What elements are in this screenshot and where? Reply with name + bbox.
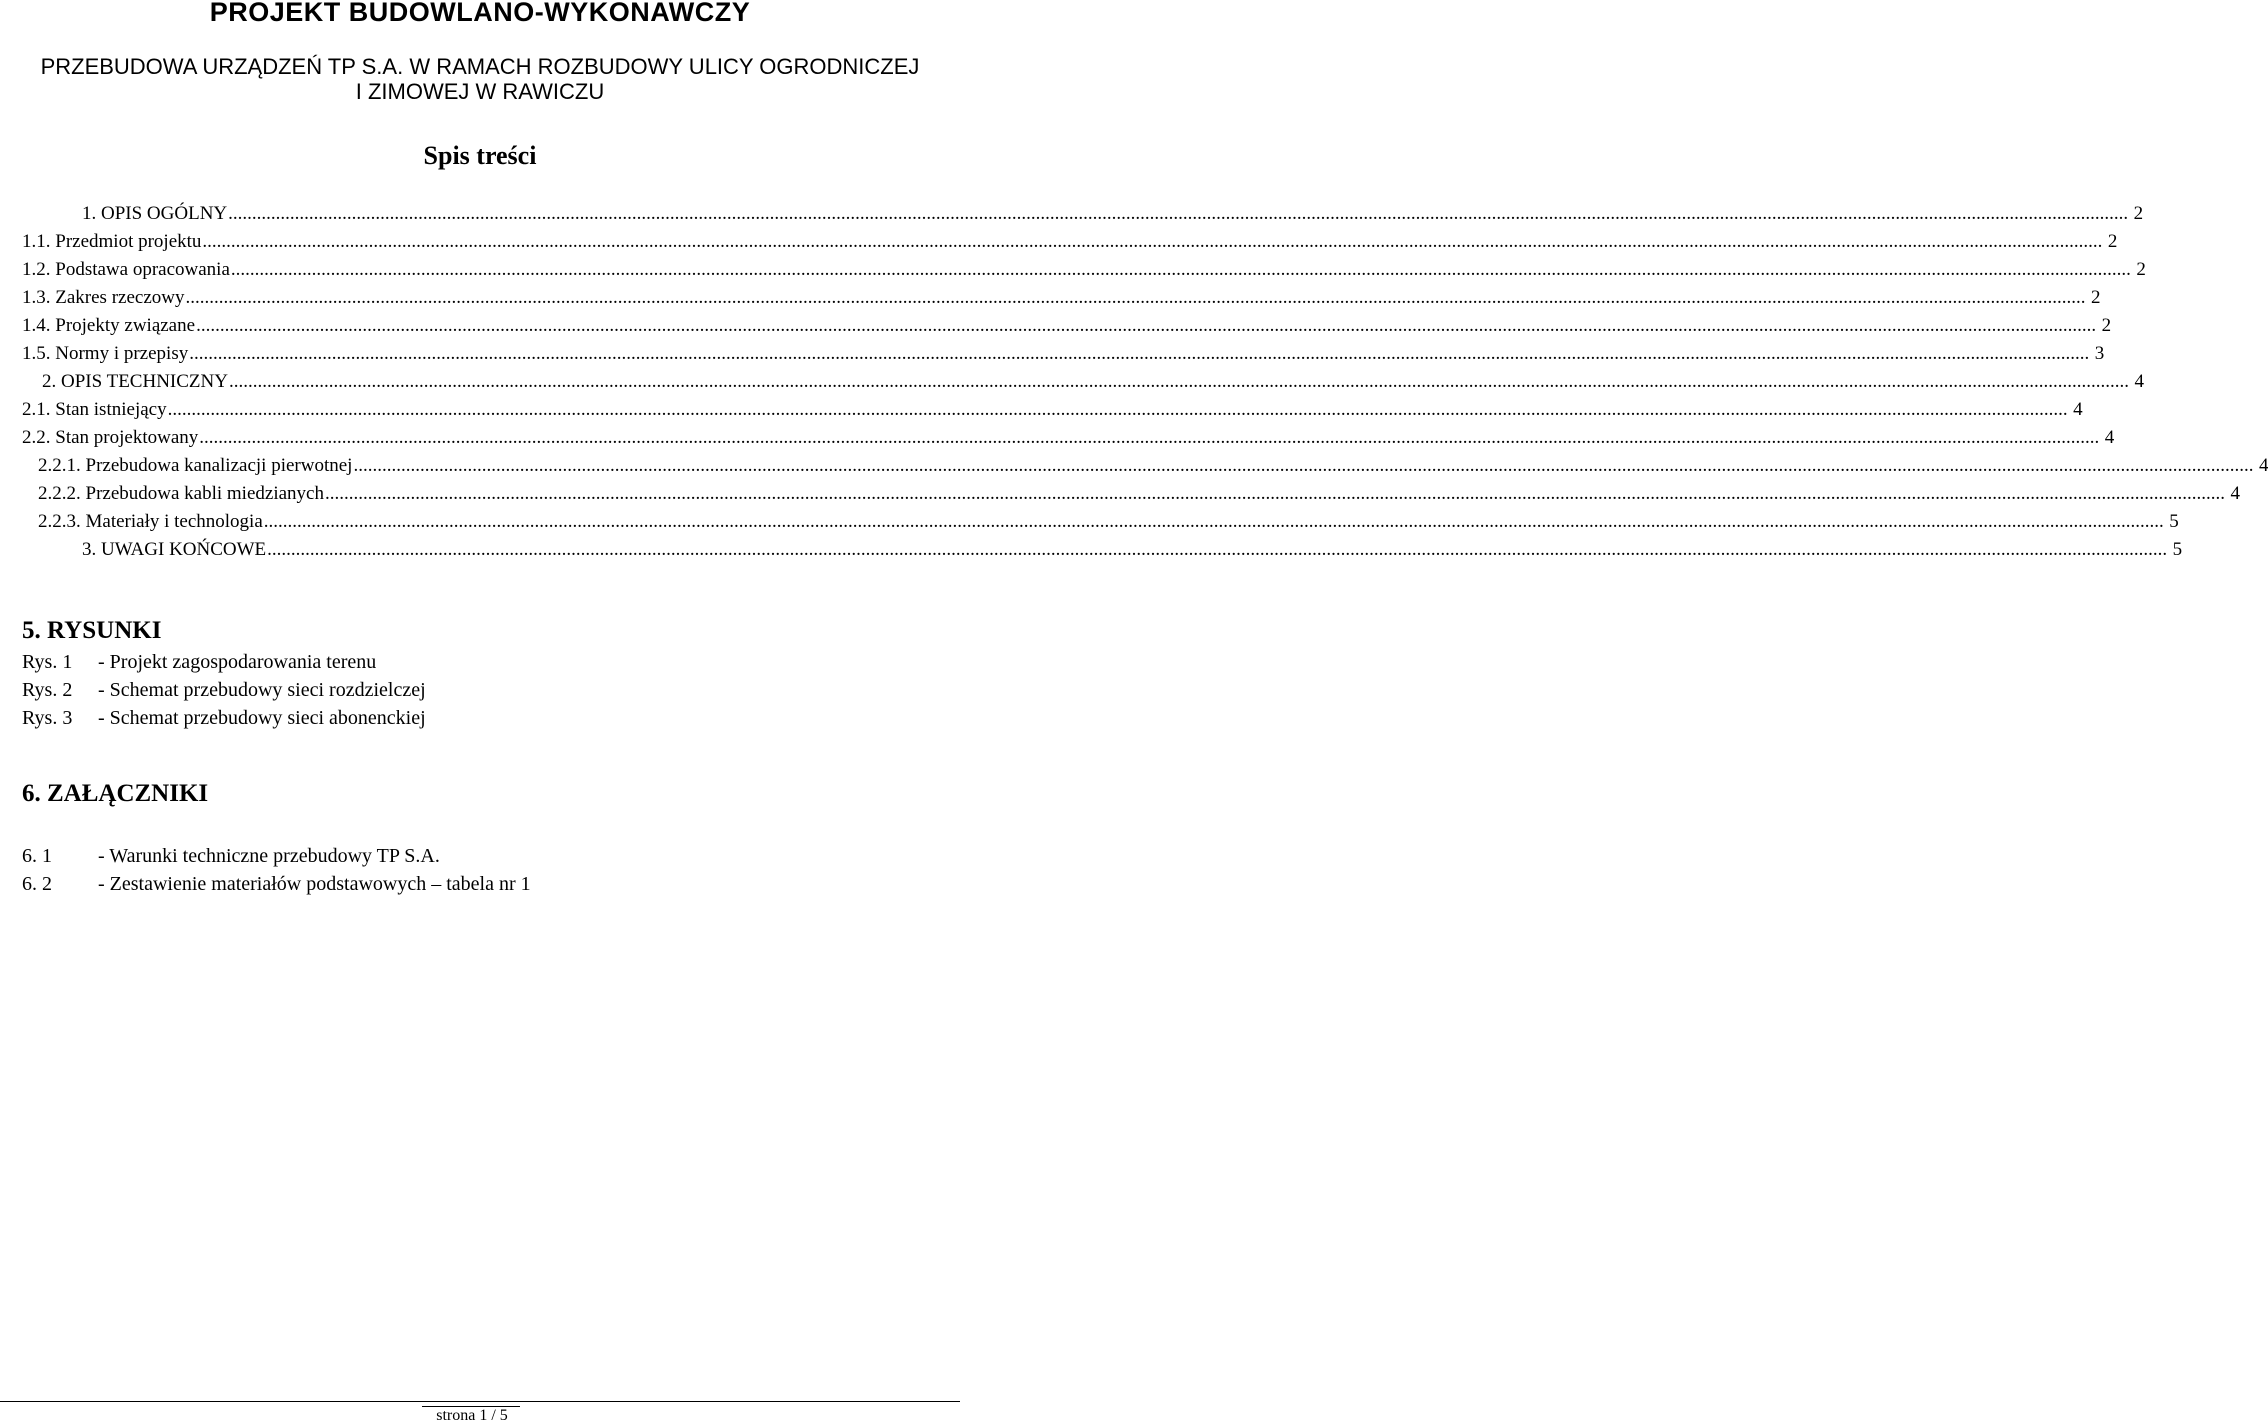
toc-entry-text: 2.2. Stan projektowany (22, 427, 199, 448)
attachment-number: 6. 1 (22, 845, 52, 867)
toc-entry-text: 2.2.3. Materiały i technologia (38, 511, 263, 532)
toc-entry-page: 5 (2172, 539, 2183, 560)
toc-leader-dots: ................................................................................................................................................................................................................................................................................................................................................................................................................ (199, 427, 2100, 448)
toc-entry-page: 4 (2134, 371, 2144, 392)
toc-entry-text: 1.1. Przedmiot projektu (22, 231, 202, 252)
drawings-heading: 5. RYSUNKI (22, 617, 162, 644)
toc-leader-dots: ................................................................................................................................................................................................................................................................................................................................................................................................................ (167, 399, 2068, 420)
toc-entry[interactable] (38, 508, 2179, 536)
toc-entry-page: 4 (2073, 399, 2083, 420)
drawing-description: - Schemat przebudowy sieci rozdzielczej (98, 679, 426, 701)
toc-entry[interactable] (22, 284, 2101, 312)
attachment-number: 6. 2 (22, 873, 52, 895)
toc-leader-dots: ................................................................................................................................................................................................................................................................................................................................................................................................................ (324, 483, 2225, 504)
toc-entry-page: 2 (2107, 231, 2118, 252)
footer-divider (0, 1401, 960, 1402)
table-of-contents (0, 200, 2268, 564)
document-subtitle-line2: I ZIMOWEJ W RAWICZU (355, 79, 605, 104)
drawing-number: Rys. 2 (22, 679, 73, 701)
toc-heading: Spis treści (423, 141, 537, 170)
toc-entry-text: 1.3. Zakres rzeczowy (22, 287, 185, 308)
toc-entry[interactable] (82, 536, 2183, 564)
toc-entry-text: 2.2.2. Przebudowa kabli miedzianych (38, 483, 324, 504)
toc-entry[interactable] (42, 368, 2144, 396)
document-title: PROJEKT BUDOWLANO-WYKONAWCZY (209, 0, 751, 27)
toc-entry-page: 2 (2133, 203, 2144, 224)
drawing-number: Rys. 3 (22, 707, 73, 729)
toc-leader-dots: ................................................................................................................................................................................................................................................................................................................................................................................................................ (228, 371, 2129, 392)
toc-entry-text: 1. OPIS OGÓLNY (82, 203, 228, 224)
toc-entry[interactable] (22, 312, 2112, 340)
toc-entry-page: 3 (2094, 343, 2105, 364)
toc-leader-dots: ................................................................................................................................................................................................................................................................................................................................................................................................................ (196, 315, 2097, 336)
toc-entry-page: 2 (2090, 287, 2101, 308)
toc-entry[interactable] (38, 480, 2240, 508)
document-subtitle-line1: PRZEBUDOWA URZĄDZEŃ TP S.A. W RAMACH ROZBUDOWY ULICY OGRODNICZEJ (40, 54, 920, 79)
drawing-description: - Projekt zagospodarowania terenu (98, 651, 377, 673)
toc-entry-text: 1.4. Projekty związane (22, 315, 196, 336)
toc-entry-page: 2 (2101, 315, 2112, 336)
toc-entry[interactable] (22, 256, 2146, 284)
toc-entry[interactable] (22, 340, 2105, 368)
toc-entry[interactable] (22, 424, 2115, 452)
attachment-description: - Warunki techniczne przebudowy TP S.A. (98, 845, 440, 867)
toc-entry-page: 4 (2258, 455, 2268, 476)
toc-entry[interactable] (38, 452, 2268, 480)
toc-leader-dots: ................................................................................................................................................................................................................................................................................................................................................................................................................ (230, 259, 2131, 280)
toc-entry[interactable] (82, 200, 2144, 228)
drawing-number: Rys. 1 (22, 651, 73, 673)
toc-entry-text: 3. UWAGI KOŃCOWE (82, 539, 267, 560)
toc-leader-dots: ................................................................................................................................................................................................................................................................................................................................................................................................................ (267, 539, 2168, 560)
toc-leader-dots: ................................................................................................................................................................................................................................................................................................................................................................................................................ (189, 343, 2090, 364)
toc-entry-text: 2.2.1. Przebudowa kanalizacji pierwotnej (38, 455, 353, 476)
toc-entry-text: 2.1. Stan istniejący (22, 399, 167, 420)
toc-leader-dots: ................................................................................................................................................................................................................................................................................................................................................................................................................ (353, 455, 2254, 476)
toc-leader-dots: ................................................................................................................................................................................................................................................................................................................................................................................................................ (185, 287, 2086, 308)
attachments-heading: 6. ZAŁĄCZNIKI (22, 780, 209, 807)
toc-entry-page: 2 (2136, 259, 2146, 280)
toc-entry-page: 5 (2169, 511, 2179, 532)
toc-entry-page: 4 (2230, 483, 2240, 504)
toc-entry-text: 1.5. Normy i przepisy (22, 343, 189, 364)
attachment-description: - Zestawienie materiałów podstawowych – tabela nr 1 (98, 873, 531, 895)
toc-entry-text: 2. OPIS TECHNICZNY (42, 371, 228, 392)
toc-entry-text: 1.2. Podstawa opracowania (22, 259, 230, 280)
toc-leader-dots: ................................................................................................................................................................................................................................................................................................................................................................................................................ (202, 231, 2103, 252)
toc-entry-page: 4 (2104, 427, 2115, 448)
drawing-description: - Schemat przebudowy sieci abonenckiej (98, 707, 426, 729)
toc-entry[interactable] (22, 396, 2083, 424)
toc-entry[interactable] (22, 228, 2118, 256)
toc-leader-dots: ................................................................................................................................................................................................................................................................................................................................................................................................................ (228, 203, 2129, 224)
toc-leader-dots: ................................................................................................................................................................................................................................................................................................................................................................................................................ (263, 511, 2164, 532)
page-number: strona 1 / 5 (436, 1407, 508, 1424)
